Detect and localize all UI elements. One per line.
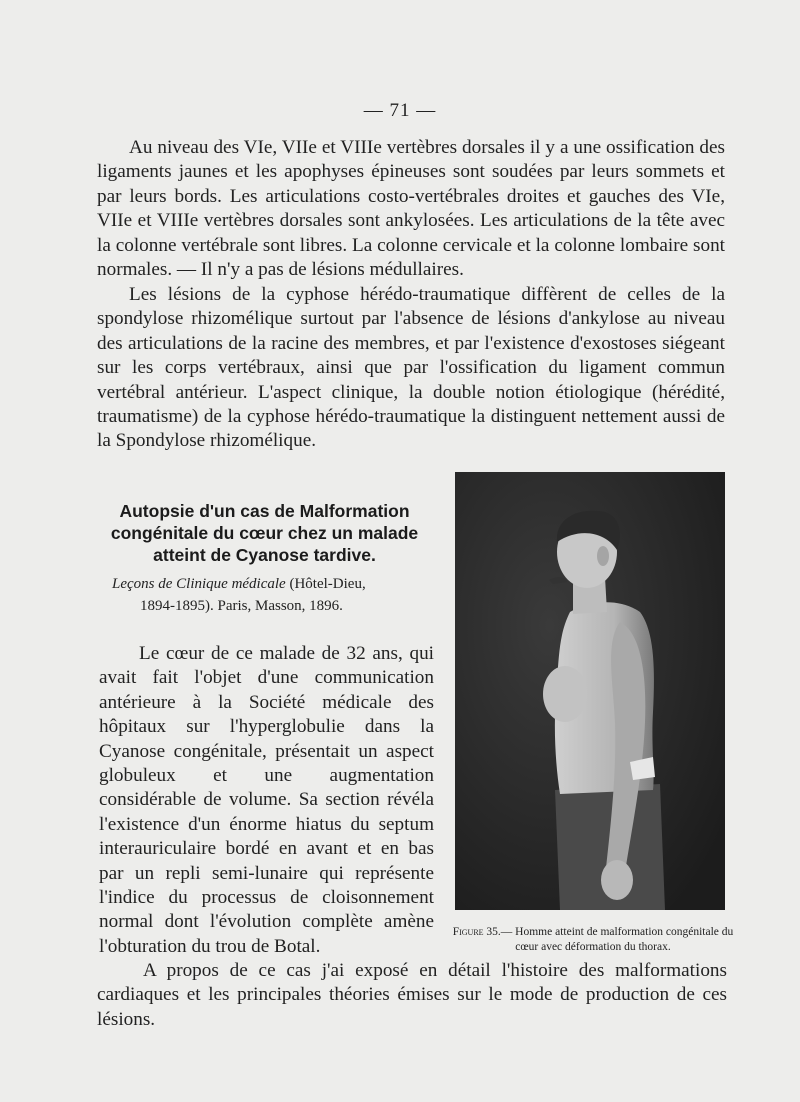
- citation: [112, 573, 430, 617]
- figure-caption-text: — Homme atteint de malformation congénitale du cœur avec déformation du thorax.: [500, 926, 734, 953]
- citation-source: Leçons de Clinique médicale: [112, 576, 286, 592]
- citation-rest: (Hôtel-Dieu,: [289, 576, 366, 592]
- paragraph-3: Le cœur de ce malade de 32 ans, qui avait fait l'objet d'une communication antérieure à la Société médicale des hôpitaux sur l'hyperglobulie dans la Cyanose congénitale, présentait un aspect globuleux et une augmentation considérable de volume. Sa section révéla l'existence d'un énorme hiatus du septum interauriculaire bordé en avant et en bas par un repli semi-lunaire qui représente l'indice du processus de cloisonnement normal dont l'évolution complète amène l'obturation du trou de Botal.: [99, 643, 434, 957]
- paragraph-2: Les lésions de la cyphose hérédo-traumatique diffèrent de celles de la spondylose rhizomélique surtout par l'absence de lésions d'ankylose au niveau des articulations de la racine des membres, et par l'existence d'exostoses siégeant sur les corps vertébraux, ainsi que par l'ossification du ligament commun vertébral antérieur. L'aspect clinique, la double notion étiologique (hérédité, traumatisme) de la cyphose hérédo-traumatique la distinguent nettement aussi de la Spondylose rhizomélique.: [97, 284, 725, 452]
- patient-photo-illustration: [455, 472, 725, 910]
- citation-line2: 1894-1895). Paris, Masson, 1896.: [140, 598, 343, 614]
- section-heading: Autopsie d'un cas de Malformation congénitale du cœur chez un malade atteint de Cyanose tardive.: [110, 501, 419, 565]
- figure-label: Figure 35.: [452, 926, 501, 938]
- paragraph-4: A propos de ce cas j'ai exposé en détail l'histoire des malformations cardiaques et les principales théories émises sur le mode de production de ces lésions.: [97, 960, 727, 1030]
- paragraph-1: Au niveau des VIe, VIIe et VIIIe vertèbres dorsales il y a une ossification des ligaments jaunes et les apophyses épineuses sont soudées par leurs sommets et par leurs bords. Les articulations costo-vertébrales droites et gauches des VIe, VIIe et VIIIe vertèbres dorsales sont ankylosées. Les articulations de la tête avec la colonne vertébrale sont libres. La colonne cervicale et la colonne lombaire sont normales. — Il n'y a pas de lésions médullaires.: [97, 137, 725, 281]
- figure-caption: [452, 925, 734, 955]
- page-number: — 71 —: [363, 100, 437, 121]
- figure-photograph: [455, 472, 725, 910]
